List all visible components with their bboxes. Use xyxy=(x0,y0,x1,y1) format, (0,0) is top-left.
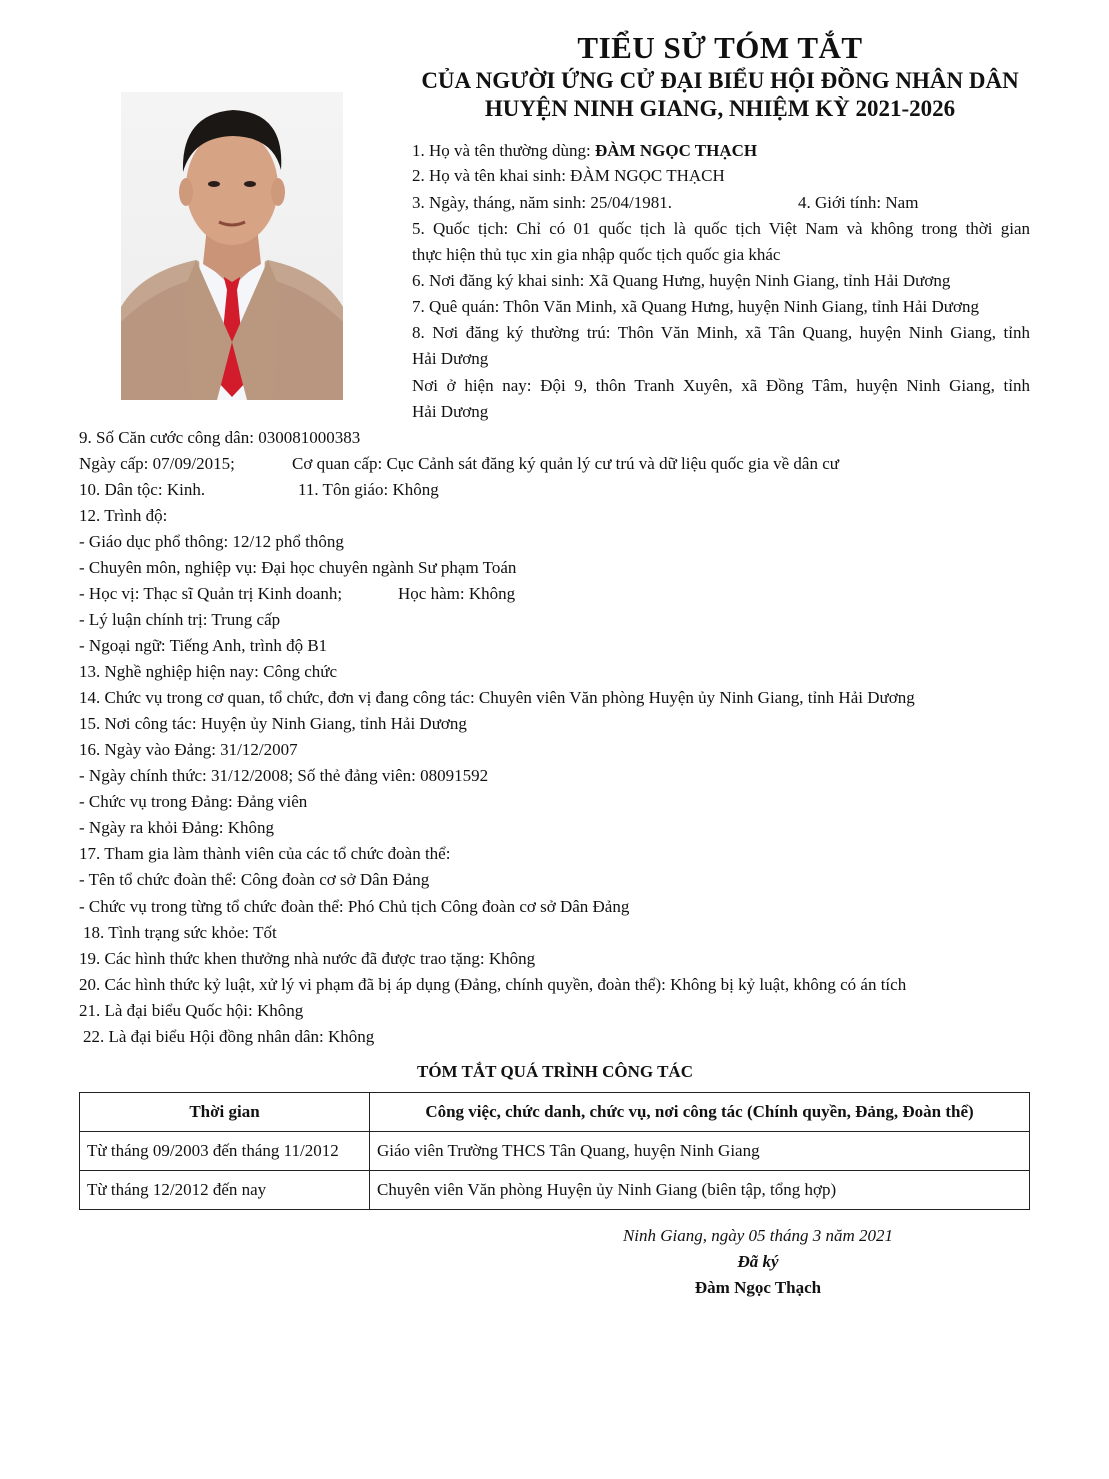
field-political-theory: - Lý luận chính trị: Trung cấp xyxy=(79,610,281,629)
column-header-role: Công việc, chức danh, chức vụ, nơi công tác (Chính quyền, Đảng, Đoàn thể) xyxy=(370,1093,1030,1132)
field-party-leave-date: - Ngày ra khỏi Đảng: Không xyxy=(79,818,274,837)
cell-period: Từ tháng 09/2003 đến tháng 11/2012 xyxy=(80,1132,370,1171)
field-peoples-council: 22. Là đại biểu Hội đồng nhân dân: Không xyxy=(83,1027,375,1046)
field-nationality-cont: thực hiện thủ tục xin gia nhập quốc tịch quốc gia khác xyxy=(412,245,781,264)
table-header-row xyxy=(80,1093,1030,1132)
document-subtitle-1: CỦA NGƯỜI ỨNG CỬ ĐẠI BIỂU HỘI ĐỒNG NHÂN DÂN xyxy=(421,68,1019,93)
field-workplace: 15. Nơi công tác: Huyện ủy Ninh Giang, tỉnh Hải Dương xyxy=(79,714,467,733)
field-organization-name: - Tên tổ chức đoàn thể: Công đoàn cơ sở Dân Đảng xyxy=(79,870,430,889)
portrait-photo xyxy=(121,92,343,400)
field-hometown: 7. Quê quán: Thôn Văn Minh, xã Quang Hưng, huyện Ninh Giang, tỉnh Hải Dương xyxy=(412,297,979,316)
field-current-residence: Nơi ở hiện nay: Đội 9, thôn Tranh Xuyên, xã Đồng Tâm, huyện Ninh Giang, tỉnh xyxy=(412,376,1030,395)
field-id-issue-date: Ngày cấp: 07/09/2015; xyxy=(79,454,235,473)
portrait-illustration xyxy=(121,92,343,400)
field-current-residence-cont: Hải Dương xyxy=(412,402,489,421)
field-party-official-date: - Ngày chính thức: 31/12/2008; Số thẻ đảng viên: 08091592 xyxy=(79,766,489,785)
field-nationality: 5. Quốc tịch: Chỉ có 01 quốc tịch là quốc tịch Việt Nam và không trong thời gian xyxy=(412,219,1030,238)
field-foreign-language: - Ngoại ngữ: Tiếng Anh, trình độ B1 xyxy=(79,636,328,655)
field-degree: - Học vị: Thạc sĩ Quản trị Kinh doanh; xyxy=(79,584,343,603)
signature-name: Đàm Ngọc Thạch xyxy=(694,1278,822,1297)
field-specialization: - Chuyên môn, nghiệp vụ: Đại học chuyên ngành Sư phạm Toán xyxy=(79,558,517,577)
candidate-name: ĐÀM NGỌC THẠCH xyxy=(595,141,758,160)
field-religion: 11. Tôn giáo: Không xyxy=(298,480,439,499)
field-label: 1. Họ và tên thường dùng: xyxy=(412,141,595,160)
field-organization-role: - Chức vụ trong từng tổ chức đoàn thể: Phó Chủ tịch Công đoàn cơ sở Dân Đảng xyxy=(79,897,630,916)
field-party-join-date: 16. Ngày vào Đảng: 31/12/2007 xyxy=(79,740,298,759)
field-organizations: 17. Tham gia làm thành viên của các tổ chức đoàn thể: xyxy=(79,844,451,863)
signature-status: Đã ký xyxy=(737,1252,779,1271)
field-permanent-residence: 8. Nơi đăng ký thường trú: Thôn Văn Minh, xã Tân Quang, huyện Ninh Giang, tỉnh xyxy=(412,323,1030,342)
field-health: 18. Tình trạng sức khỏe: Tốt xyxy=(83,923,277,942)
field-general-education: - Giáo dục phổ thông: 12/12 phổ thông xyxy=(79,532,344,551)
work-history-title: TÓM TẮT QUÁ TRÌNH CÔNG TÁC xyxy=(417,1062,693,1081)
field-id-issuing-agency: Cơ quan cấp: Cục Cảnh sát đăng ký quản lý cư trú và dữ liệu quốc gia về dân cư xyxy=(292,454,839,473)
field-permanent-residence-cont: Hải Dương xyxy=(412,349,489,368)
field-occupation: 13. Nghề nghiệp hiện nay: Công chức xyxy=(79,662,338,681)
table-row xyxy=(80,1171,1030,1210)
cell-role: Giáo viên Trường THCS Tân Quang, huyện Ninh Giang xyxy=(370,1132,1030,1171)
field-party-role: - Chức vụ trong Đảng: Đảng viên xyxy=(79,792,308,811)
field-common-name xyxy=(412,140,1030,162)
field-discipline: 20. Các hình thức kỷ luật, xử lý vi phạm đã bị áp dụng (Đảng, chính quyền, đoàn thể): Không bị kỷ luật, không có án tích xyxy=(79,975,907,994)
cell-role: Chuyên viên Văn phòng Huyện ủy Ninh Giang (biên tập, tổng hợp) xyxy=(370,1171,1030,1210)
document-title: TIỂU SỬ TÓM TẮT xyxy=(577,30,863,65)
field-national-assembly: 21. Là đại biểu Quốc hội: Không xyxy=(79,1001,304,1020)
document-subtitle-2: HUYỆN NINH GIANG, NHIỆM KỲ 2021-2026 xyxy=(484,96,956,121)
field-ethnicity: 10. Dân tộc: Kinh. xyxy=(79,480,206,499)
field-citizen-id: 9. Số Căn cước công dân: 030081000383 xyxy=(79,428,361,447)
column-header-period: Thời gian xyxy=(80,1093,370,1132)
field-birth-date: 3. Ngày, tháng, năm sinh: 25/04/1981. xyxy=(412,193,673,212)
field-academic-title: Học hàm: Không xyxy=(398,584,516,603)
cell-period: Từ tháng 12/2012 đến nay xyxy=(80,1171,370,1210)
field-awards: 19. Các hình thức khen thưởng nhà nước đã được trao tặng: Không xyxy=(79,949,536,968)
work-history-table xyxy=(79,1092,1030,1210)
field-birth-place: 6. Nơi đăng ký khai sinh: Xã Quang Hưng, huyện Ninh Giang, tỉnh Hải Dương xyxy=(412,271,951,290)
field-education-heading: 12. Trình độ: xyxy=(79,506,168,525)
field-gender: 4. Giới tính: Nam xyxy=(798,193,919,212)
table-row xyxy=(80,1132,1030,1171)
field-position: 14. Chức vụ trong cơ quan, tổ chức, đơn vị đang công tác: Chuyên viên Văn phòng Huyện ủy Ninh Giang, tỉnh Hải Dương xyxy=(79,688,915,707)
field-birth-name: 2. Họ và tên khai sinh: ĐÀM NGỌC THẠCH xyxy=(412,166,725,185)
signature-place-date: Ninh Giang, ngày 05 tháng 3 năm 2021 xyxy=(622,1226,894,1245)
